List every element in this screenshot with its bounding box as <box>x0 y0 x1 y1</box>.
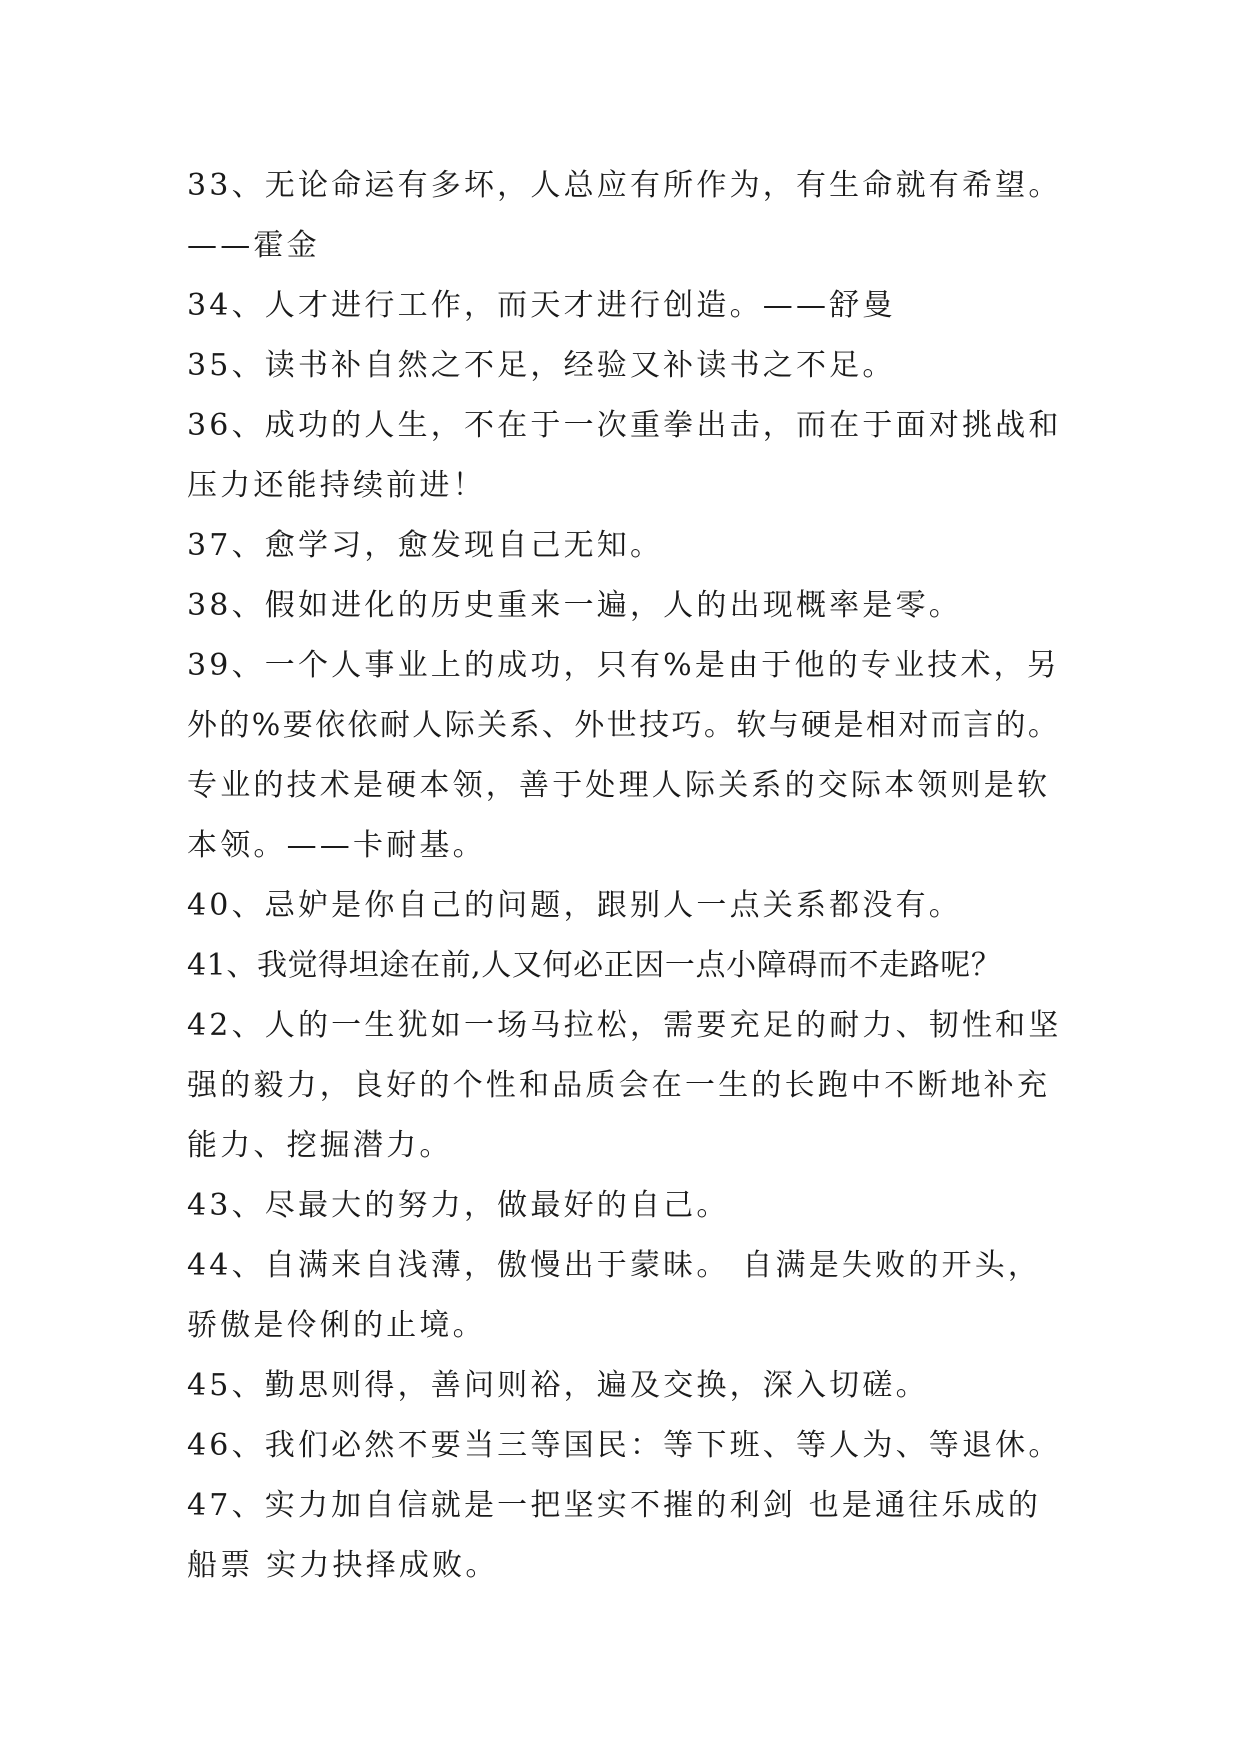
text-line: 强的毅力，良好的个性和品质会在一生的长跑中不断地补充 <box>187 1068 1051 1103</box>
text-line: 47、实力加自信就是一把坚实不摧的利剑 也是通往乐成的 <box>187 1488 1042 1523</box>
text-line: 45、勤思则得，善问则裕，遍及交换，深入切磋。 <box>187 1368 929 1403</box>
text-line: 33、无论命运有多坏，人总应有所作为，有生命就有希望。 <box>187 168 1062 203</box>
text-line: 34、人才进行工作，而天才进行创造。——舒曼 <box>187 288 896 323</box>
text-line: 42、人的一生犹如一场马拉松，需要充足的耐力、韧性和坚 <box>187 1008 1062 1043</box>
text-line: 外的%要依依耐人际关系、外世技巧。软与硬是相对而言的。 <box>187 708 1061 743</box>
text-line: 骄傲是伶俐的止境。 <box>187 1308 486 1343</box>
text-line: 40、忌妒是你自己的问题，跟别人一点关系都没有。 <box>187 888 962 923</box>
text-line: 43、尽最大的努力，做最好的自己。 <box>187 1188 730 1223</box>
text-line: 专业的技术是硬本领，善于处理人际关系的交际本领则是软 <box>187 768 1051 803</box>
text-line: 46、我们必然不要当三等国民：等下班、等人为、等退休。 <box>187 1428 1062 1463</box>
text-line: 35、读书补自然之不足，经验又补读书之不足。 <box>187 348 896 383</box>
text-line: 36、成功的人生，不在于一次重拳出击，而在于面对挑战和 <box>187 408 1062 443</box>
text-line: 压力还能持续前进！ <box>187 468 486 503</box>
text-line: 44、自满来自浅薄，傲慢出于蒙昧。 自满是失败的开头， <box>187 1248 1042 1283</box>
text-line: 本领。——卡耐基。 <box>187 828 486 863</box>
text-line: 39、一个人事业上的成功，只有%是由于他的专业技术，另 <box>187 648 1061 683</box>
text-line: 船票 实力抉择成败。 <box>187 1548 499 1583</box>
text-line: 能力、挖掘潜力。 <box>187 1128 453 1163</box>
text-line: ——霍金 <box>187 228 320 263</box>
document-body <box>187 156 1067 1596</box>
text-line: 38、假如进化的历史重来一遍，人的出现概率是零。 <box>187 588 962 623</box>
text-line: 41、我觉得坦途在前,人又何必正因一点小障碍而不走路呢？ <box>187 948 1002 983</box>
text-line: 37、愈学习，愈发现自己无知。 <box>187 528 664 563</box>
